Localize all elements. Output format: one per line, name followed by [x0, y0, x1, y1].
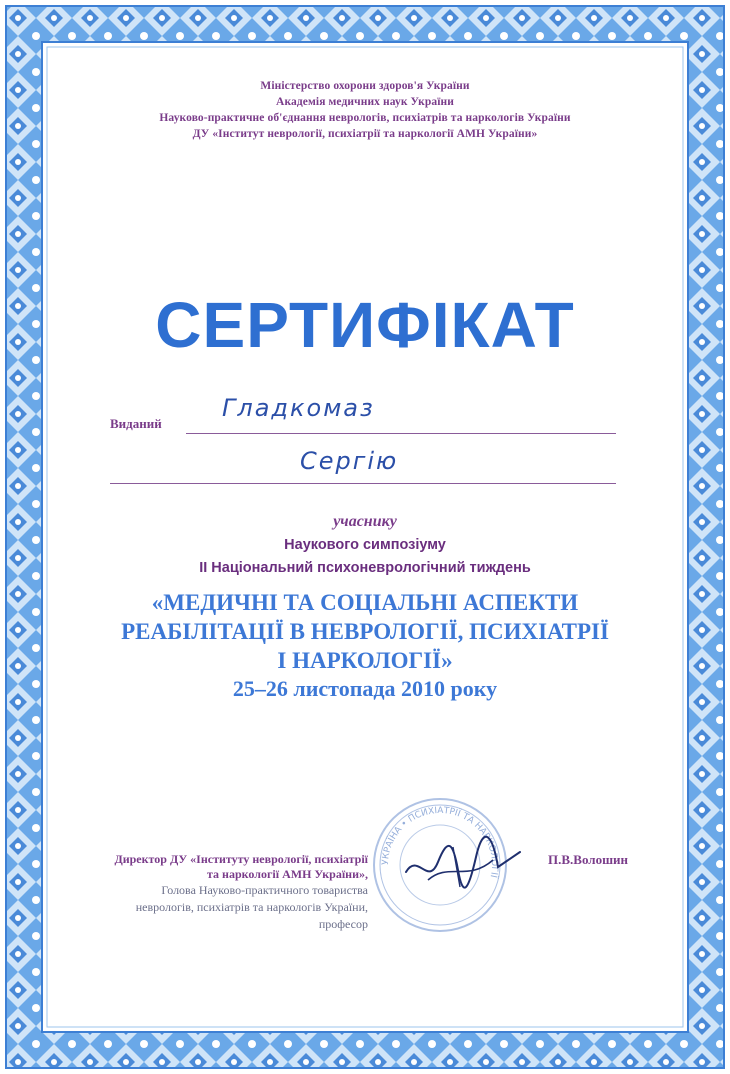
theme-line-3: І НАРКОЛОГІЇ»: [277, 648, 453, 673]
event-theme: [60, 588, 670, 675]
header-line-academy: Академія медичних наук України: [276, 96, 454, 108]
signatory-sub-line-3: професор: [318, 917, 368, 931]
recipient-surname: Гладкомаз: [222, 394, 375, 422]
signatory-name: П.В.Волошин: [548, 852, 629, 867]
signatory-sub-line-1: Голова Науково-практичного товариства: [161, 883, 368, 897]
signatory-sub-line-2: неврологів, психіатрів та наркологів України,: [135, 900, 368, 914]
certificate-title: СЕРТИФІКАТ: [155, 289, 575, 361]
signatory-role-line-1: Директор ДУ «Інституту неврології, психіатрії: [114, 852, 368, 866]
header-line-ministry: Міністерство охорони здоров'я України: [260, 80, 470, 92]
recipient-line-2: [110, 483, 616, 484]
theme-line-1: «МЕДИЧНІ ТА СОЦІАЛЬНІ АСПЕКТИ: [151, 590, 579, 615]
recipient-name: Сергію: [300, 447, 399, 475]
handwritten-signature: [398, 832, 528, 902]
issuer-header: [60, 78, 670, 142]
event-kind: Наукового симпозіуму: [284, 537, 446, 553]
seal-text: УКРАЇНА • ПСИХІАТРІЇ ТА НАРКОЛОГІЇ: [380, 805, 500, 879]
theme-line-2: РЕАБІЛІТАЦІЇ В НЕВРОЛОГІЇ, ПСИХІАТРІЇ: [121, 619, 609, 644]
event-series: II Національний психоневрологічний тиждень: [199, 560, 531, 576]
recipient-line-1: [186, 433, 616, 434]
signatory-title: [50, 852, 368, 933]
header-line-association: Науково-практичне об'єднання неврологів, психіатрів та наркологів України: [159, 112, 571, 124]
event-dates: 25–26 листопада 2010 року: [232, 676, 498, 701]
header-line-institute: ДУ «Інститут неврології, психіатрії та наркології АМН України»: [192, 128, 538, 140]
issued-label: Виданий: [110, 416, 162, 431]
participant-label: учаснику: [333, 513, 397, 530]
signatory-role-line-2: та наркології АМН України»,: [207, 867, 368, 881]
